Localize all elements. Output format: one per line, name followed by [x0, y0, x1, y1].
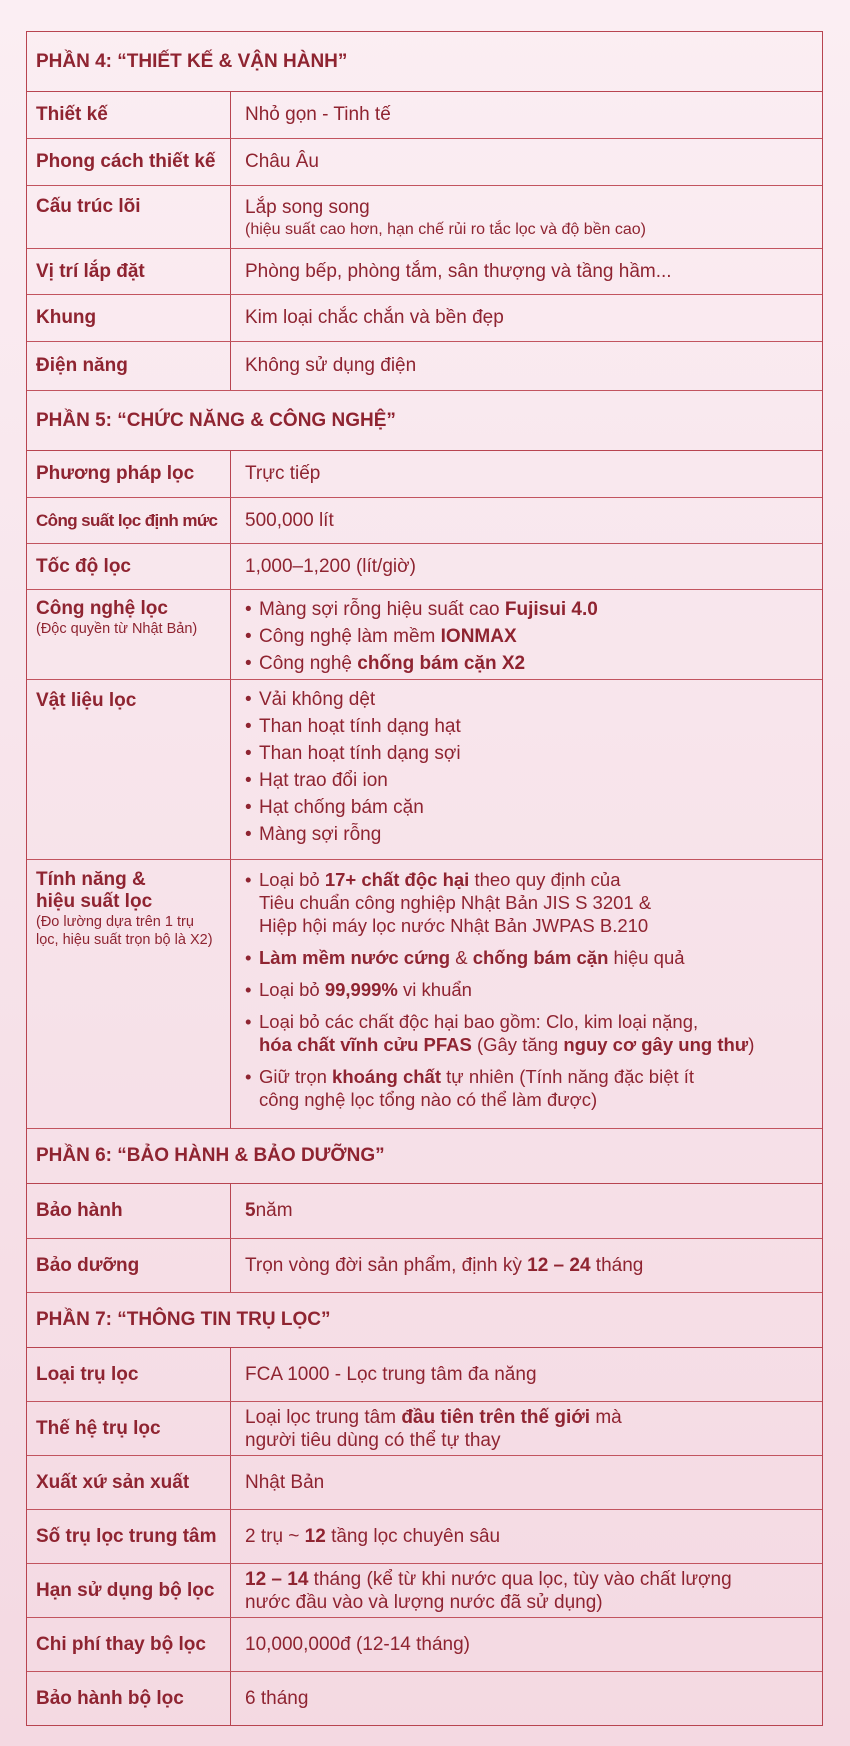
row-label: Điện năng — [27, 342, 231, 390]
table-row — [27, 342, 822, 391]
table-row — [27, 139, 822, 186]
row-label: Công suất lọc định mức — [27, 498, 231, 543]
value-note: (hiệu suất cao hơn, hạn chế rủi ro tắc lọc và độ bền cao) — [245, 221, 646, 238]
spec-table — [26, 31, 823, 1726]
row-value: 500,000 lít — [245, 509, 334, 531]
section-title-text: PHẦN 7: “THÔNG TIN TRỤ LỌC” — [36, 1309, 331, 1330]
list-item: • Công nghệ làm mềm IONMAX — [245, 623, 812, 650]
list-item: • Loại bỏ các chất độc hại bao gồm: Clo, kim loại nặng, hóa chất vĩnh cửu PFAS (Gây tăng nguy cơ gây ung thư) — [245, 1010, 812, 1056]
row-value: Châu Âu — [245, 151, 319, 172]
list-item: • Màng sợi rỗng hiệu suất cao Fujisui 4.0 — [245, 596, 812, 623]
label-note: (Độc quyền từ Nhật Bản) — [36, 621, 198, 637]
table-row — [27, 1239, 822, 1293]
table-row — [27, 680, 822, 860]
list-item: • Hạt chống bám cặn — [245, 794, 812, 821]
row-label: Phương pháp lọc — [27, 451, 231, 497]
table-row — [27, 860, 822, 1129]
table-row — [27, 249, 822, 295]
list-item: • Vải không dệt — [245, 686, 812, 713]
row-value — [231, 680, 822, 859]
row-label: Bảo dưỡng — [27, 1239, 231, 1292]
row-value — [231, 860, 822, 1128]
table-row — [27, 1672, 822, 1725]
list-item: • Than hoạt tính dạng hạt — [245, 713, 812, 740]
section-title-part7 — [27, 1293, 822, 1348]
list-item: • Than hoạt tính dạng sợi — [245, 740, 812, 767]
row-value: Nhật Bản — [245, 1471, 325, 1493]
row-label: Thiết kế — [27, 92, 231, 138]
table-row — [27, 590, 822, 680]
table-row — [27, 1564, 822, 1618]
table-row — [27, 295, 822, 342]
table-row — [27, 92, 822, 139]
row-label: Bảo hành — [27, 1184, 231, 1238]
section-title-part6 — [27, 1129, 822, 1184]
row-label: Xuất xứ sản xuất — [27, 1456, 231, 1509]
list-item: • Màng sợi rỗng — [245, 821, 812, 848]
row-value: 12 – 14 tháng (kể từ khi nước qua lọc, tùy vào chất lượng nước đầu vào và lượng nước đã sử dụng) — [245, 1568, 732, 1613]
row-value: 2 trụ ~ 12 tầng lọc chuyên sâu — [245, 1525, 501, 1547]
row-value: Phòng bếp, phòng tắm, sân thượng và tầng hầm... — [245, 260, 672, 282]
list-item: • Công nghệ chống bám cặn X2 — [245, 650, 812, 677]
row-value: Nhỏ gọn - Tinh tế — [245, 104, 391, 125]
row-value: 1,000–1,200 (lít/giờ) — [245, 555, 416, 577]
label-note: (Đo lường dựa trên 1 trụ lọc, hiệu suất trọn bộ là X2) — [36, 914, 213, 948]
row-label: Vật liệu lọc — [27, 680, 231, 859]
row-value: 6 tháng — [245, 1687, 309, 1709]
table-row — [27, 186, 822, 249]
row-label: Vị trí lắp đặt — [27, 249, 231, 294]
label-main: hiệu suất lọc — [36, 891, 153, 912]
label-main: Công nghệ lọc — [36, 598, 168, 619]
row-label: Thế hệ trụ lọc — [27, 1402, 231, 1455]
row-value: Trọn vòng đời sản phẩm, định kỳ 12 – 24 tháng — [245, 1254, 644, 1276]
row-label: Bảo hành bộ lọc — [27, 1672, 231, 1725]
row-value: Trực tiếp — [245, 463, 321, 484]
row-label: Tốc độ lọc — [27, 544, 231, 589]
table-row — [27, 451, 822, 498]
list-item: • Làm mềm nước cứng & chống bám cặn hiệu quả — [245, 946, 812, 969]
row-label: Cấu trúc lõi — [27, 186, 231, 248]
table-row — [27, 544, 822, 590]
row-value: Loại lọc trung tâm đầu tiên trên thế giới mà người tiêu dùng có thể tự thay — [245, 1406, 622, 1451]
row-label: Loại trụ lọc — [27, 1348, 231, 1401]
row-label: Phong cách thiết kế — [27, 139, 231, 185]
table-row — [27, 1184, 822, 1239]
section-title-text: PHẦN 5: “CHỨC NĂNG & CÔNG NGHỆ” — [36, 409, 396, 431]
row-value: Không sử dụng điện — [245, 355, 417, 376]
section-title-part5 — [27, 391, 822, 451]
table-row — [27, 1510, 822, 1564]
row-value: FCA 1000 - Lọc trung tâm đa năng — [245, 1363, 537, 1385]
row-label: Hạn sử dụng bộ lọc — [27, 1564, 231, 1617]
table-row — [27, 498, 822, 544]
row-label — [27, 860, 231, 1128]
section-title-text: PHẦN 4: “THIẾT KẾ & VẬN HÀNH” — [36, 50, 348, 72]
row-value — [231, 186, 822, 248]
list-item: • Loại bỏ 99,999% vi khuẩn — [245, 978, 812, 1001]
row-value — [231, 590, 822, 679]
row-value: 5 năm — [245, 1200, 293, 1221]
row-value: 10,000,000đ (12-14 tháng) — [245, 1633, 471, 1655]
row-label: Khung — [27, 295, 231, 341]
label-main: Tính năng & — [36, 869, 146, 890]
table-row — [27, 1402, 822, 1456]
list-item: • Hạt trao đổi ion — [245, 767, 812, 794]
value-main: Lắp song song — [245, 197, 370, 218]
row-label: Số trụ lọc trung tâm — [27, 1510, 231, 1563]
table-row — [27, 1456, 822, 1510]
table-row — [27, 1348, 822, 1402]
list-item: • Loại bỏ 17+ chất độc hại theo quy định của Tiêu chuẩn công nghiệp Nhật Bản JIS S 3201 & Hiệp hội máy lọc nước Nhật Bản JWPAS B.210 — [245, 868, 812, 937]
section-title-part4 — [27, 32, 822, 92]
section-title-text: PHẦN 6: “BẢO HÀNH & BẢO DƯỠNG” — [36, 1145, 385, 1166]
table-row — [27, 1618, 822, 1672]
row-value: Kim loại chắc chắn và bền đẹp — [245, 307, 504, 328]
row-label: Chi phí thay bộ lọc — [27, 1618, 231, 1671]
list-item: • Giữ trọn khoáng chất tự nhiên (Tính năng đặc biệt ít công nghệ lọc tổng nào có thể làm được) — [245, 1065, 812, 1111]
row-label — [27, 590, 231, 679]
